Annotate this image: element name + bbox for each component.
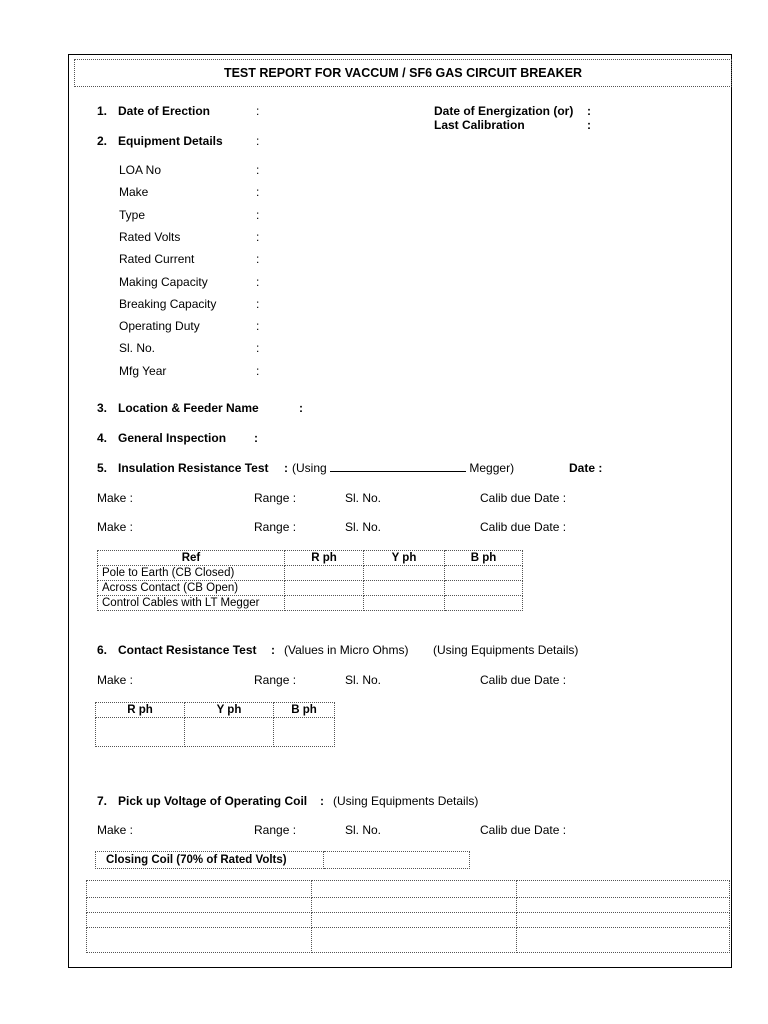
table-row	[98, 581, 523, 596]
grid-cell[interactable]	[87, 898, 312, 913]
contact-resistance-table	[95, 702, 335, 747]
instrument-3-range: Range :	[254, 673, 297, 687]
date-of-energization-colon: :	[587, 104, 591, 118]
table-row	[87, 913, 730, 928]
section-5-number: 5.	[97, 461, 108, 475]
instrument-2-range: Range :	[254, 520, 297, 534]
grid-cell[interactable]	[87, 881, 312, 898]
equipment-details-colon: :	[256, 134, 260, 148]
closing-coil-table	[95, 851, 470, 869]
row-label: Control Cables with LT Megger	[98, 596, 285, 611]
grid-cell[interactable]	[87, 928, 312, 953]
test-date-label: Date :	[569, 461, 603, 475]
cell-b-ph[interactable]	[445, 566, 523, 581]
table-row	[98, 596, 523, 611]
equipment-field-colon: :	[256, 341, 260, 355]
row-label: Pole to Earth (CB Closed)	[98, 566, 285, 581]
equipment-field-label: Making Capacity	[119, 275, 208, 289]
megger-using-text	[292, 461, 514, 475]
table-row	[87, 898, 730, 913]
equipment-details-label: Equipment Details	[118, 134, 223, 148]
date-of-erection-label: Date of Erection	[118, 104, 211, 118]
grid-cell[interactable]	[312, 928, 517, 953]
row-label: Across Contact (CB Open)	[98, 581, 285, 596]
cell-b-ph[interactable]	[445, 581, 523, 596]
equipment-field-colon: :	[256, 297, 260, 311]
location-feeder-colon: :	[299, 401, 303, 415]
col-r-ph: R ph	[96, 703, 185, 718]
equipment-field-label: Rated Volts	[119, 230, 181, 244]
equipment-field-colon: :	[256, 252, 260, 266]
date-of-energization-label: Date of Energization (or)	[434, 104, 574, 118]
col-y-ph: Y ph	[364, 551, 445, 566]
equipment-field-label: Rated Current	[119, 252, 195, 266]
cell-b-ph[interactable]	[445, 596, 523, 611]
instrument-2-slno: Sl. No.	[345, 520, 382, 534]
equipment-field-label: Breaking Capacity	[119, 297, 217, 311]
cell-y-ph[interactable]	[185, 718, 274, 747]
cell-y-ph[interactable]	[364, 581, 445, 596]
insulation-resistance-label: Insulation Resistance Test	[118, 461, 269, 475]
date-of-erection-colon: :	[256, 104, 260, 118]
general-inspection-colon: :	[254, 431, 258, 445]
grid-cell[interactable]	[87, 913, 312, 928]
grid-cell[interactable]	[517, 928, 730, 953]
equipment-field-label: Type	[119, 208, 146, 222]
closing-coil-value[interactable]	[324, 852, 470, 869]
general-inspection-label: General Inspection	[118, 431, 227, 445]
col-b-ph: B ph	[445, 551, 523, 566]
section-7-number: 7.	[97, 794, 108, 808]
location-feeder-label: Location & Feeder Name	[118, 401, 259, 415]
megger-blank-line	[330, 461, 466, 472]
instrument-4-calib: Calib due Date :	[480, 823, 567, 837]
table-row	[96, 852, 470, 869]
instrument-3-make: Make :	[97, 673, 134, 687]
instrument-1-slno: Sl. No.	[345, 491, 382, 505]
contact-using-note: (Using Equipments Details)	[433, 643, 579, 657]
instrument-2-calib: Calib due Date :	[480, 520, 567, 534]
col-y-ph: Y ph	[185, 703, 274, 718]
table-row	[96, 718, 335, 747]
table-row	[87, 928, 730, 953]
using-prefix: (Using	[292, 461, 327, 475]
last-calibration-label: Last Calibration	[434, 118, 525, 132]
contact-resistance-colon: :	[271, 643, 275, 657]
instrument-1-calib: Calib due Date :	[480, 491, 567, 505]
grid-cell[interactable]	[517, 898, 730, 913]
pickup-using-note: (Using Equipments Details)	[333, 794, 479, 808]
pickup-voltage-colon: :	[320, 794, 324, 808]
equipment-field-label: Mfg Year	[119, 364, 167, 378]
cell-y-ph[interactable]	[364, 596, 445, 611]
section-4-number: 4.	[97, 431, 108, 445]
report-border	[68, 54, 732, 968]
equipment-field-label: Sl. No.	[119, 341, 156, 355]
pickup-voltage-label: Pick up Voltage of Operating Coil	[118, 794, 308, 808]
insulation-resistance-table	[97, 550, 523, 611]
equipment-field-colon: :	[256, 185, 260, 199]
equipment-field-label: Make	[119, 185, 149, 199]
equipment-field-colon: :	[256, 319, 260, 333]
instrument-4-range: Range :	[254, 823, 297, 837]
instrument-1-range: Range :	[254, 491, 297, 505]
grid-cell[interactable]	[312, 898, 517, 913]
instrument-4-make: Make :	[97, 823, 134, 837]
table-row	[87, 881, 730, 898]
cell-r-ph[interactable]	[285, 596, 364, 611]
instrument-4-slno: Sl. No.	[345, 823, 382, 837]
equipment-field-colon: :	[256, 208, 260, 222]
instrument-3-slno: Sl. No.	[345, 673, 382, 687]
bottom-grid-table	[86, 880, 730, 953]
contact-resistance-label: Contact Resistance Test	[118, 643, 257, 657]
insulation-resistance-colon: :	[284, 461, 288, 475]
section-2-number: 2.	[97, 134, 108, 148]
equipment-field-label: LOA No	[119, 163, 162, 177]
col-r-ph: R ph	[285, 551, 364, 566]
equipment-field-label: Operating Duty	[119, 319, 200, 333]
section-3-number: 3.	[97, 401, 108, 415]
grid-cell[interactable]	[312, 881, 517, 898]
col-ref: Ref	[98, 551, 285, 566]
section-6-number: 6.	[97, 643, 108, 657]
grid-cell[interactable]	[517, 881, 730, 898]
last-calibration-colon: :	[587, 118, 591, 132]
closing-coil-label: Closing Coil (70% of Rated Volts)	[96, 852, 324, 869]
equipment-field-colon: :	[256, 230, 260, 244]
cell-r-ph[interactable]	[285, 566, 364, 581]
cell-b-ph[interactable]	[274, 718, 335, 747]
grid-cell[interactable]	[517, 913, 730, 928]
table-row	[98, 566, 523, 581]
using-suffix: Megger)	[469, 461, 515, 475]
cell-r-ph[interactable]	[96, 718, 185, 747]
instrument-3-calib: Calib due Date :	[480, 673, 567, 687]
equipment-field-colon: :	[256, 275, 260, 289]
section-1-number: 1.	[97, 104, 108, 118]
micro-ohms-note: (Values in Micro Ohms)	[284, 643, 409, 657]
table-header-row	[98, 551, 523, 566]
cell-y-ph[interactable]	[364, 566, 445, 581]
table-header-row	[96, 703, 335, 718]
report-title: TEST REPORT FOR VACCUM / SF6 GAS CIRCUIT BREAKER	[223, 66, 583, 80]
equipment-field-colon: :	[256, 163, 260, 177]
instrument-2-make: Make :	[97, 520, 134, 534]
grid-cell[interactable]	[312, 913, 517, 928]
equipment-field-colon: :	[256, 364, 260, 378]
instrument-1-make: Make :	[97, 491, 134, 505]
cell-r-ph[interactable]	[285, 581, 364, 596]
col-b-ph: B ph	[274, 703, 335, 718]
